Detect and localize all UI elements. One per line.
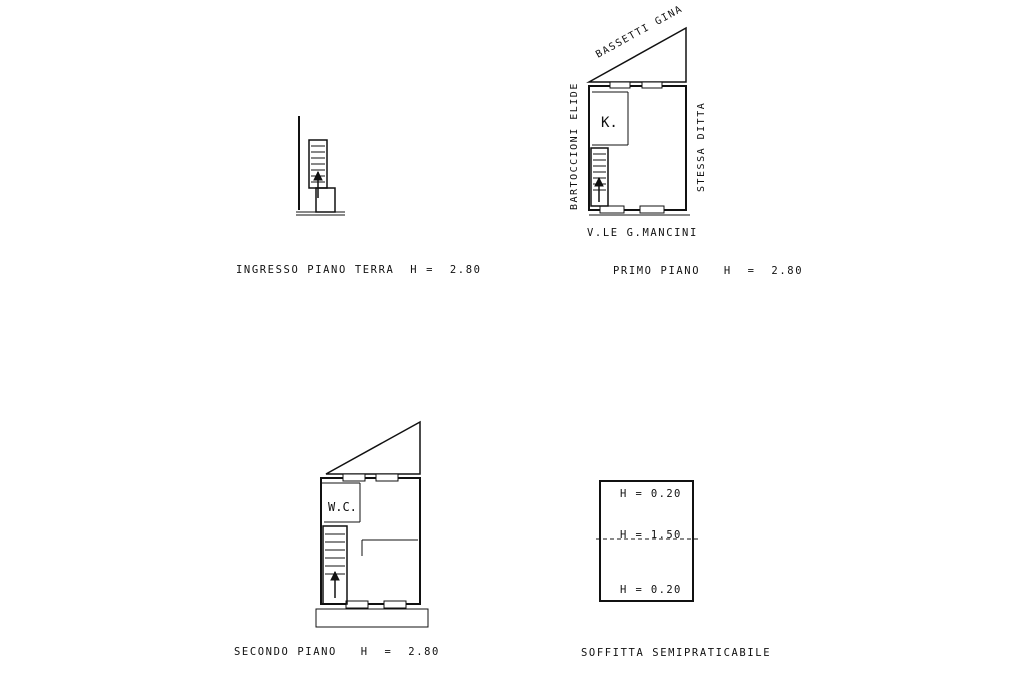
attic-caption: SOFFITTA SEMIPRATICABILE xyxy=(581,647,772,659)
stair-arrow-icon xyxy=(595,178,603,186)
neighbor-west-label: BARTOCCIONI ELIDE xyxy=(569,82,580,210)
neighbor-north-label: BASSETTI GINA xyxy=(594,3,685,61)
stair-arrow-icon xyxy=(331,572,339,580)
ground-floor-plan xyxy=(296,116,345,215)
wc-label: W.C. xyxy=(328,500,357,514)
second-floor-caption: SECONDO PIANO H = 2.80 xyxy=(234,646,440,658)
ground-floor-caption: INGRESSO PIANO TERRA H = 2.80 xyxy=(236,264,482,276)
second-floor-plan xyxy=(316,422,428,627)
street-label: V.LE G.MANCINI xyxy=(587,227,698,239)
attic-height-middle: H = 1.50 xyxy=(620,529,682,541)
kitchen-label: K. xyxy=(601,115,618,131)
neighbor-east-label: STESSA DITTA xyxy=(696,101,707,192)
first-floor-caption: PRIMO PIANO H = 2.80 xyxy=(613,265,804,277)
attic-height-bottom: H = 0.20 xyxy=(620,584,682,596)
attic-height-top: H = 0.20 xyxy=(620,488,682,500)
